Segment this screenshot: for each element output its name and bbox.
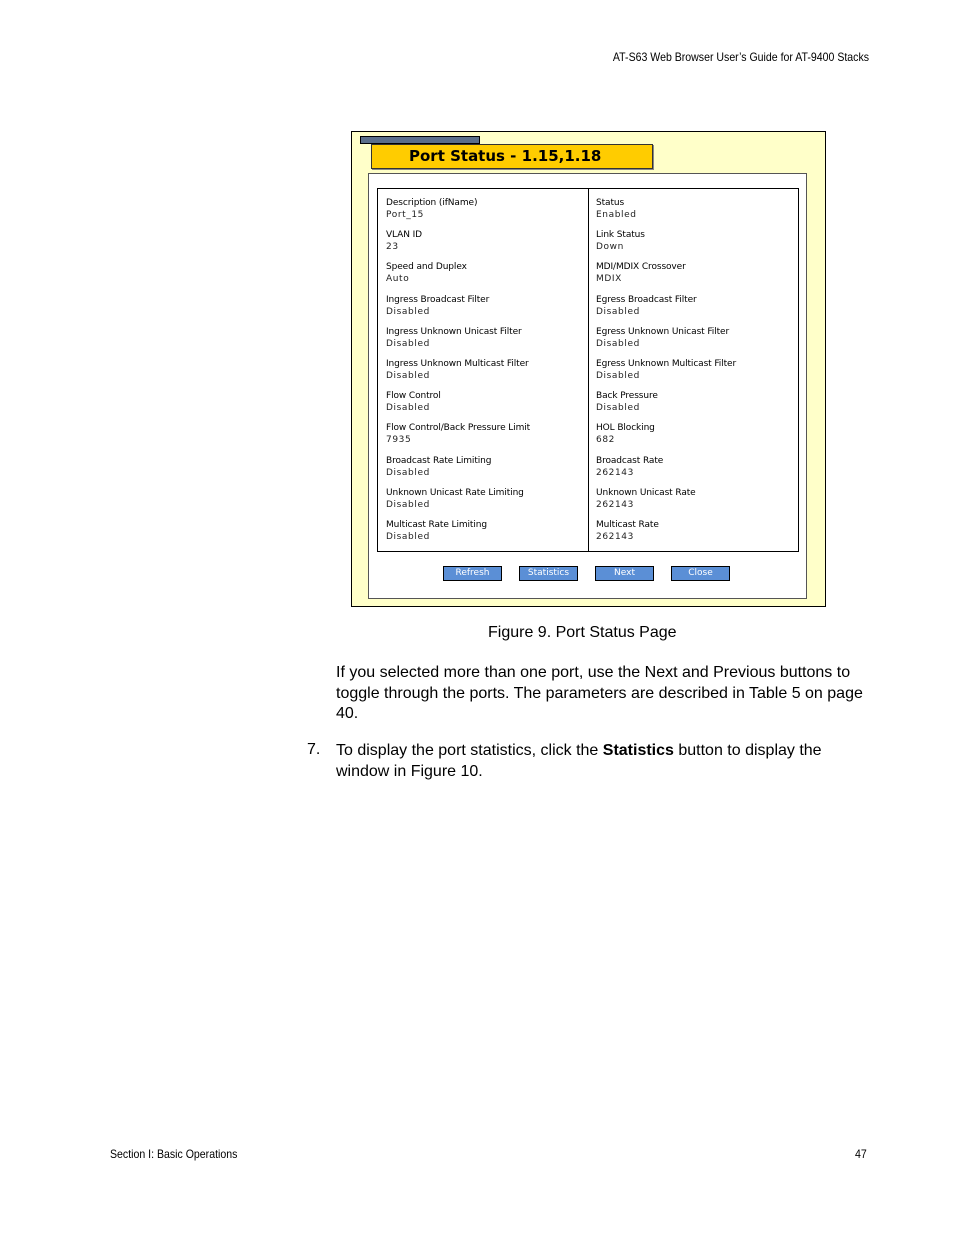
left-column	[378, 189, 589, 551]
page-title: Port Status - 1.15,1.18	[409, 147, 602, 165]
field-left-7	[386, 422, 530, 446]
field-value: Auto	[386, 274, 410, 285]
step-number: 7.	[307, 741, 321, 758]
field-label: Back Pressure	[596, 391, 658, 402]
running-header: AT-S63 Web Browser User’s Guide for AT-9400 Stacks	[612, 50, 869, 64]
field-right-1	[596, 229, 645, 253]
field-value: 23	[386, 242, 399, 253]
field-right-6	[596, 390, 658, 414]
field-value: Down	[596, 242, 624, 253]
field-label: Egress Broadcast Filter	[596, 294, 697, 305]
field-label: Ingress Unknown Multicast Filter	[386, 359, 529, 369]
field-label: VLAN ID	[386, 230, 423, 241]
field-value: Disabled	[386, 403, 430, 414]
field-label: Egress Unknown Multicast Filter	[596, 359, 737, 369]
field-label: Description (ifName)	[386, 198, 478, 208]
field-right-0	[596, 197, 637, 221]
field-label: Unknown Unicast Rate	[596, 487, 696, 498]
field-value: MDIX	[596, 274, 622, 285]
field-value: Disabled	[596, 306, 640, 317]
field-value: Disabled	[386, 499, 430, 510]
field-right-8	[596, 455, 663, 479]
field-left-5	[386, 358, 529, 382]
field-left-2	[386, 261, 467, 285]
field-value: Disabled	[386, 467, 430, 478]
step-text	[336, 741, 871, 782]
field-label: MDI/MDIX Crossover	[596, 262, 686, 273]
field-value: Disabled	[386, 371, 430, 381]
footer-section: Section I: Basic Operations	[110, 1147, 238, 1161]
field-left-8	[386, 455, 491, 479]
field-value: 262143	[596, 467, 634, 478]
field-label: Link Status	[596, 230, 645, 241]
field-label: HOL Blocking	[596, 423, 655, 434]
next-button[interactable]: Next	[595, 566, 654, 581]
field-right-9	[596, 487, 696, 511]
field-value: Disabled	[596, 403, 640, 414]
field-label: Flow Control/Back Pressure Limit	[386, 423, 531, 434]
field-value: Disabled	[386, 532, 430, 542]
title-tab-decoration	[360, 136, 480, 144]
field-value: 262143	[596, 499, 634, 510]
close-button[interactable]: Close	[671, 566, 730, 581]
field-label: Unknown Unicast Rate Limiting	[386, 487, 524, 498]
field-value: Disabled	[386, 306, 430, 317]
figure-caption: Figure 9. Port Status Page	[488, 624, 677, 641]
field-label: Status	[596, 198, 625, 208]
page-number: 47	[855, 1147, 867, 1161]
field-value: 262143	[596, 532, 634, 542]
field-label: Broadcast Rate	[596, 455, 664, 466]
field-label: Broadcast Rate Limiting	[386, 455, 492, 466]
content-panel	[368, 173, 807, 599]
step-text-after: button to display the window in Figure 10.	[336, 742, 822, 780]
field-value: 7935	[386, 435, 412, 446]
refresh-button[interactable]: Refresh	[443, 566, 502, 581]
field-value: Port_15	[386, 210, 424, 220]
field-right-4	[596, 326, 729, 350]
field-label: Ingress Unknown Unicast Filter	[386, 326, 522, 337]
field-left-4	[386, 326, 522, 350]
field-label: Multicast Rate	[596, 520, 659, 530]
field-left-10	[386, 519, 487, 543]
statistics-button[interactable]: Statistics	[519, 566, 578, 581]
field-left-1	[386, 229, 422, 253]
field-value: Enabled	[596, 210, 637, 220]
port-status-figure	[351, 131, 826, 607]
field-value: Disabled	[596, 371, 640, 381]
field-value: Disabled	[596, 338, 640, 349]
field-right-5	[596, 358, 736, 382]
field-left-9	[386, 487, 524, 511]
field-left-6	[386, 390, 441, 414]
field-left-3	[386, 294, 489, 318]
field-label: Multicast Rate Limiting	[386, 520, 487, 530]
field-right-10	[596, 519, 659, 543]
field-right-2	[596, 261, 686, 285]
field-label: Ingress Broadcast Filter	[386, 294, 490, 305]
field-right-3	[596, 294, 697, 318]
field-label: Egress Unknown Unicast Filter	[596, 326, 730, 337]
field-left-0	[386, 197, 477, 221]
title-bar	[371, 144, 653, 169]
button-row	[369, 566, 806, 584]
field-value: Disabled	[386, 338, 430, 349]
step-text-bold: Statistics	[602, 742, 674, 759]
field-label: Flow Control	[386, 391, 441, 402]
step-text-before: To display the port statistics, click the	[336, 742, 603, 759]
paragraph: If you selected more than one port, use the Next and Previous buttons to toggle through the ports. The parameters are described in Table 5 on page 40.	[336, 664, 863, 722]
field-value: 682	[596, 435, 615, 446]
right-column	[588, 189, 798, 551]
field-right-7	[596, 422, 655, 446]
port-status-table	[377, 188, 799, 552]
field-label: Speed and Duplex	[386, 262, 467, 273]
